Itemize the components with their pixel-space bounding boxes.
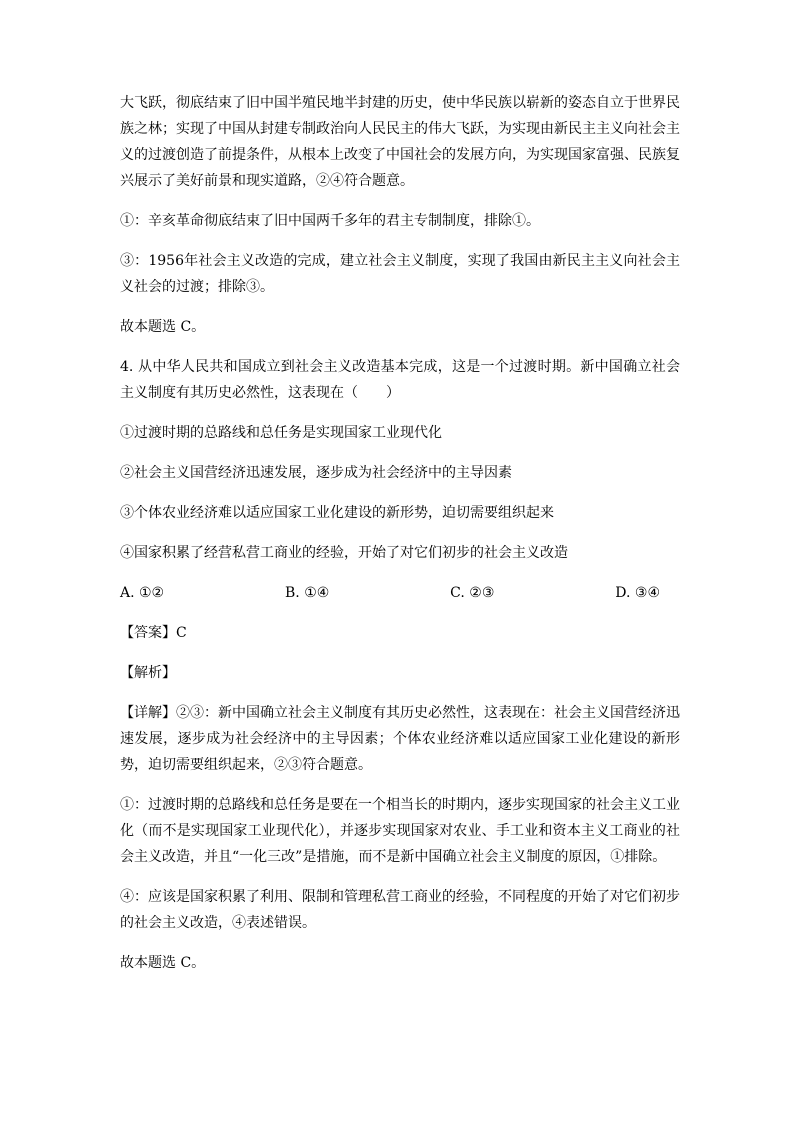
detail-paragraph: 【详解】②③：新中国确立社会主义制度有其历史必然性，这表现在：社会主义国营经济迅速发展，逐步成为社会经济中的主导因素；个体农业经济难以适应国家工业化建设的新形势，迫切需要组织起来，②③符合题意。 [120,705,680,773]
document-page [120,90,680,990]
paragraph-exclude-3: ③：1956年社会主义改造的完成，建立社会主义制度，实现了我国由新民主主义向社会主义社会的过渡；排除③。 [120,253,680,295]
option-a: A. ①② [120,585,165,601]
final-conclusion: 故本题选 C。 [120,955,206,971]
question-4-stem: 4. 从中华人民共和国成立到社会主义改造基本完成，这是一个过渡时期。新中国确立社会主义制度有其历史必然性，这表现在（ ） [120,359,680,401]
paragraph-continuation: 大飞跃，彻底结束了旧中国半殖民地半封建的历史，使中华民族以崭新的姿态自立于世界民族之林；实现了中国从封建专制政治向人民民主的伟大飞跃，为实现由新民主主义向社会主义的过渡创造了前提条件，从根本上改变了中国社会的发展方向，为实现国家富强、民族复兴展示了美好前景和现实道路，②④符合题意。 [120,95,680,189]
question-4-item-3: ③个体农业经济难以适应国家工业化建设的新形势，迫切需要组织起来 [120,505,554,521]
explanation-item-4: ④：应该是国家积累了利用、限制和管理私营工商业的经验，不同程度的开始了对它们初步的社会主义改造，④表述错误。 [120,889,680,931]
paragraph-conclusion-prev: 故本题选 C。 [120,319,206,335]
option-b: B. ①④ [285,585,330,601]
explanation-item-1: ①：过渡时期的总路线和总任务是要在一个相当长的时期内，逐步实现国家的社会主义工业化（而不是实现国家工业现代化），并逐步实现国家对农业、手工业和资本主义工商业的社会主义改造，并且“一化三改”是措施，而不是新中国确立社会主义制度的原因，①排除。 [120,797,680,865]
question-4-item-1: ①过渡时期的总路线和总任务是实现国家工业现代化 [120,425,442,441]
answer-line: 【答案】C [120,625,187,641]
option-c: C. ②③ [450,585,495,601]
question-4-item-4: ④国家积累了经营私营工商业的经验，开始了对它们初步的社会主义改造 [120,545,568,561]
question-4-item-2: ②社会主义国营经济迅速发展，逐步成为社会经济中的主导因素 [120,465,512,481]
answer-options [120,580,660,606]
option-d: D. ③④ [615,585,660,601]
paragraph-exclude-1: ①：辛亥革命彻底结束了旧中国两千多年的君主专制制度，排除①。 [120,213,540,229]
analysis-label: 【解析】 [120,665,176,681]
